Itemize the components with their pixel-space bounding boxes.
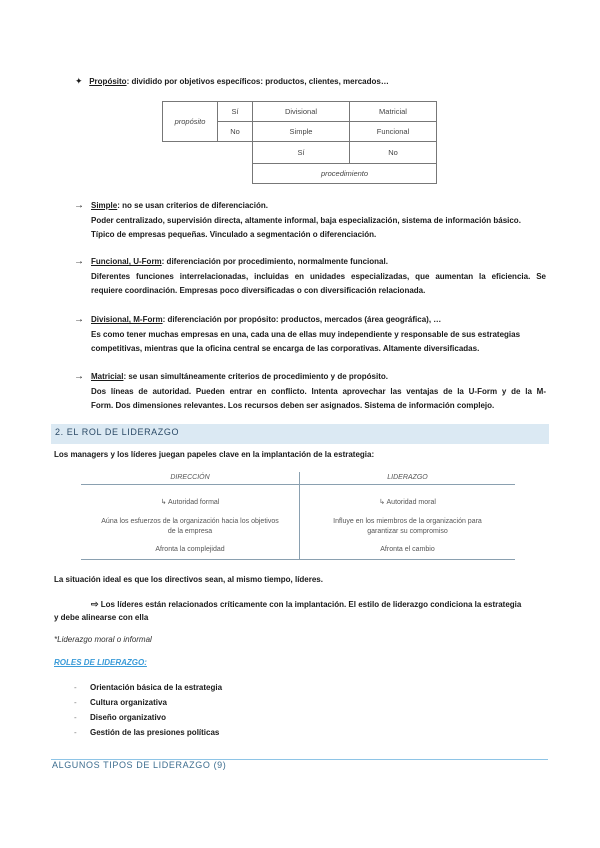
divisional-term: Divisional, M-Form	[91, 315, 163, 324]
funcional-term: Funcional, U-Form	[91, 257, 162, 266]
lid-influence-line1: Influye en los miembros de la organización para	[333, 518, 482, 525]
lid-influence-line2: garantizar su compromiso	[367, 528, 448, 535]
simple-text: : no se usan criterios de diferenciación.	[117, 201, 268, 210]
proposito-text: : dividido por objetivos específicos: productos, clientes, mercados…	[126, 77, 389, 86]
simple-term: Simple	[91, 201, 118, 210]
funcional-arrow-icon: →	[74, 256, 84, 267]
lid-authority: ↳ Autoridad moral	[379, 499, 436, 506]
dir-effort-line1: Aúna los esfuerzos de la organización hacia los objetivos	[101, 518, 279, 525]
section-2-header	[51, 424, 549, 444]
double-arrow-icon: ⇨	[91, 599, 99, 609]
dir-effort-line2: de la empresa	[167, 528, 213, 535]
four-point-star-icon: ✦	[75, 76, 83, 86]
matrix-row-label: propósito	[163, 102, 218, 142]
roles-heading: ROLES DE LIDERAZGO:	[54, 658, 147, 667]
lid-head: LIDERAZGO	[387, 474, 428, 481]
matrix-col-no: No	[350, 142, 437, 164]
implication-line1	[91, 597, 521, 612]
funcional-text: : diferenciación por procedimiento, normalmente funcional.	[161, 257, 388, 266]
matrix-simple: Simple	[253, 122, 350, 142]
matricial-line2: Dos líneas de autoridad. Pueden entrar en conflicto. Intenta aprovechar las ventajas de la U-Form y de la M-	[91, 386, 546, 396]
proposito-bullet	[75, 74, 389, 89]
matrix-divisional: Divisional	[253, 102, 350, 122]
matricial-text: : se usan simultáneamente criterios de procedimiento y de propósito.	[123, 372, 388, 381]
matricial-term: Matricial	[91, 372, 124, 381]
dir-authority: ↳ Autoridad formal	[160, 499, 220, 506]
role-item: Cultura organizativa	[90, 698, 167, 707]
implication-line2: y debe alinearse con ella	[54, 613, 149, 622]
direction-leadership-table	[81, 472, 515, 560]
matricial-arrow-icon: →	[74, 371, 84, 382]
proposito-term: Propósito	[89, 77, 127, 86]
matricial-section	[91, 370, 546, 414]
dir-head: DIRECCIÓN	[170, 474, 210, 481]
simple-line3: Típico de empresas pequeñas. Vinculado a segmentación o diferenciación.	[91, 230, 377, 239]
divisional-section	[91, 313, 520, 357]
role-item: Gestión de las presiones políticas	[90, 728, 220, 737]
section-2-title: 2. EL ROL DE LIDERAZGO	[55, 427, 180, 437]
role-bullet: -	[74, 698, 77, 707]
funcional-line2: Diferentes funciones interrelacionadas, incluidas en unidades especializadas, que aumentan la eficiencia. Se	[91, 271, 546, 281]
moral-note: *Liderazgo moral o informal	[54, 635, 152, 644]
matrix-funcional: Funcional	[350, 122, 437, 142]
matrix-col-si: Sí	[253, 142, 350, 164]
intro-text: Los managers y los líderes juegan papeles clave en la implantación de la estrategia:	[54, 450, 375, 459]
ideal-situation: La situación ideal es que los directivos sean, al mismo tiempo, líderes.	[54, 575, 323, 584]
role-bullet: -	[74, 728, 77, 737]
structure-matrix	[162, 101, 437, 184]
simple-arrow-icon: →	[74, 200, 84, 211]
section-3-title: ALGUNOS TIPOS DE LIDERAZGO (9)	[52, 760, 227, 770]
role-bullet: -	[74, 683, 77, 692]
matrix-no: No	[218, 122, 253, 142]
matricial-line3: Form. Dos dimensiones relevantes. Los recursos deben ser asignados. Sistema de información complejo.	[91, 401, 495, 410]
funcional-section	[91, 255, 546, 299]
matrix-col-label: procedimiento	[253, 164, 437, 184]
divisional-text: : diferenciación por propósito: productos, mercados (área geográfica), …	[162, 315, 442, 324]
matrix-matricial: Matricial	[350, 102, 437, 122]
role-item: Orientación básica de la estrategia	[90, 683, 223, 692]
simple-line2: Poder centralizado, supervisión directa, altamente informal, baja especialización, sistema de información básico.	[91, 215, 521, 225]
dir-complexity: Afronta la complejidad	[155, 546, 225, 553]
divisional-line3: competitivas, mientras que la oficina central se encarga de las corporativas. Altamente diversificadas.	[91, 344, 480, 353]
divisional-arrow-icon: →	[74, 314, 84, 325]
divisional-line2: Es como tener muchas empresas en una, cada una de ellas muy independiente y responsable de sus estrategias	[91, 329, 521, 339]
implication-text: Los líderes están relacionados críticamente con la implantación. El estilo de liderazgo condiciona la estrategia	[100, 600, 522, 609]
lid-change: Afronta el cambio	[380, 546, 435, 553]
role-bullet: -	[74, 713, 77, 722]
funcional-line3: requiere coordinación. Empresas poco diversificadas o con diversificación relacionada.	[91, 286, 426, 295]
matrix-si: Sí	[218, 102, 253, 122]
role-item: Diseño organizativo	[90, 713, 167, 722]
simple-section	[91, 199, 521, 243]
